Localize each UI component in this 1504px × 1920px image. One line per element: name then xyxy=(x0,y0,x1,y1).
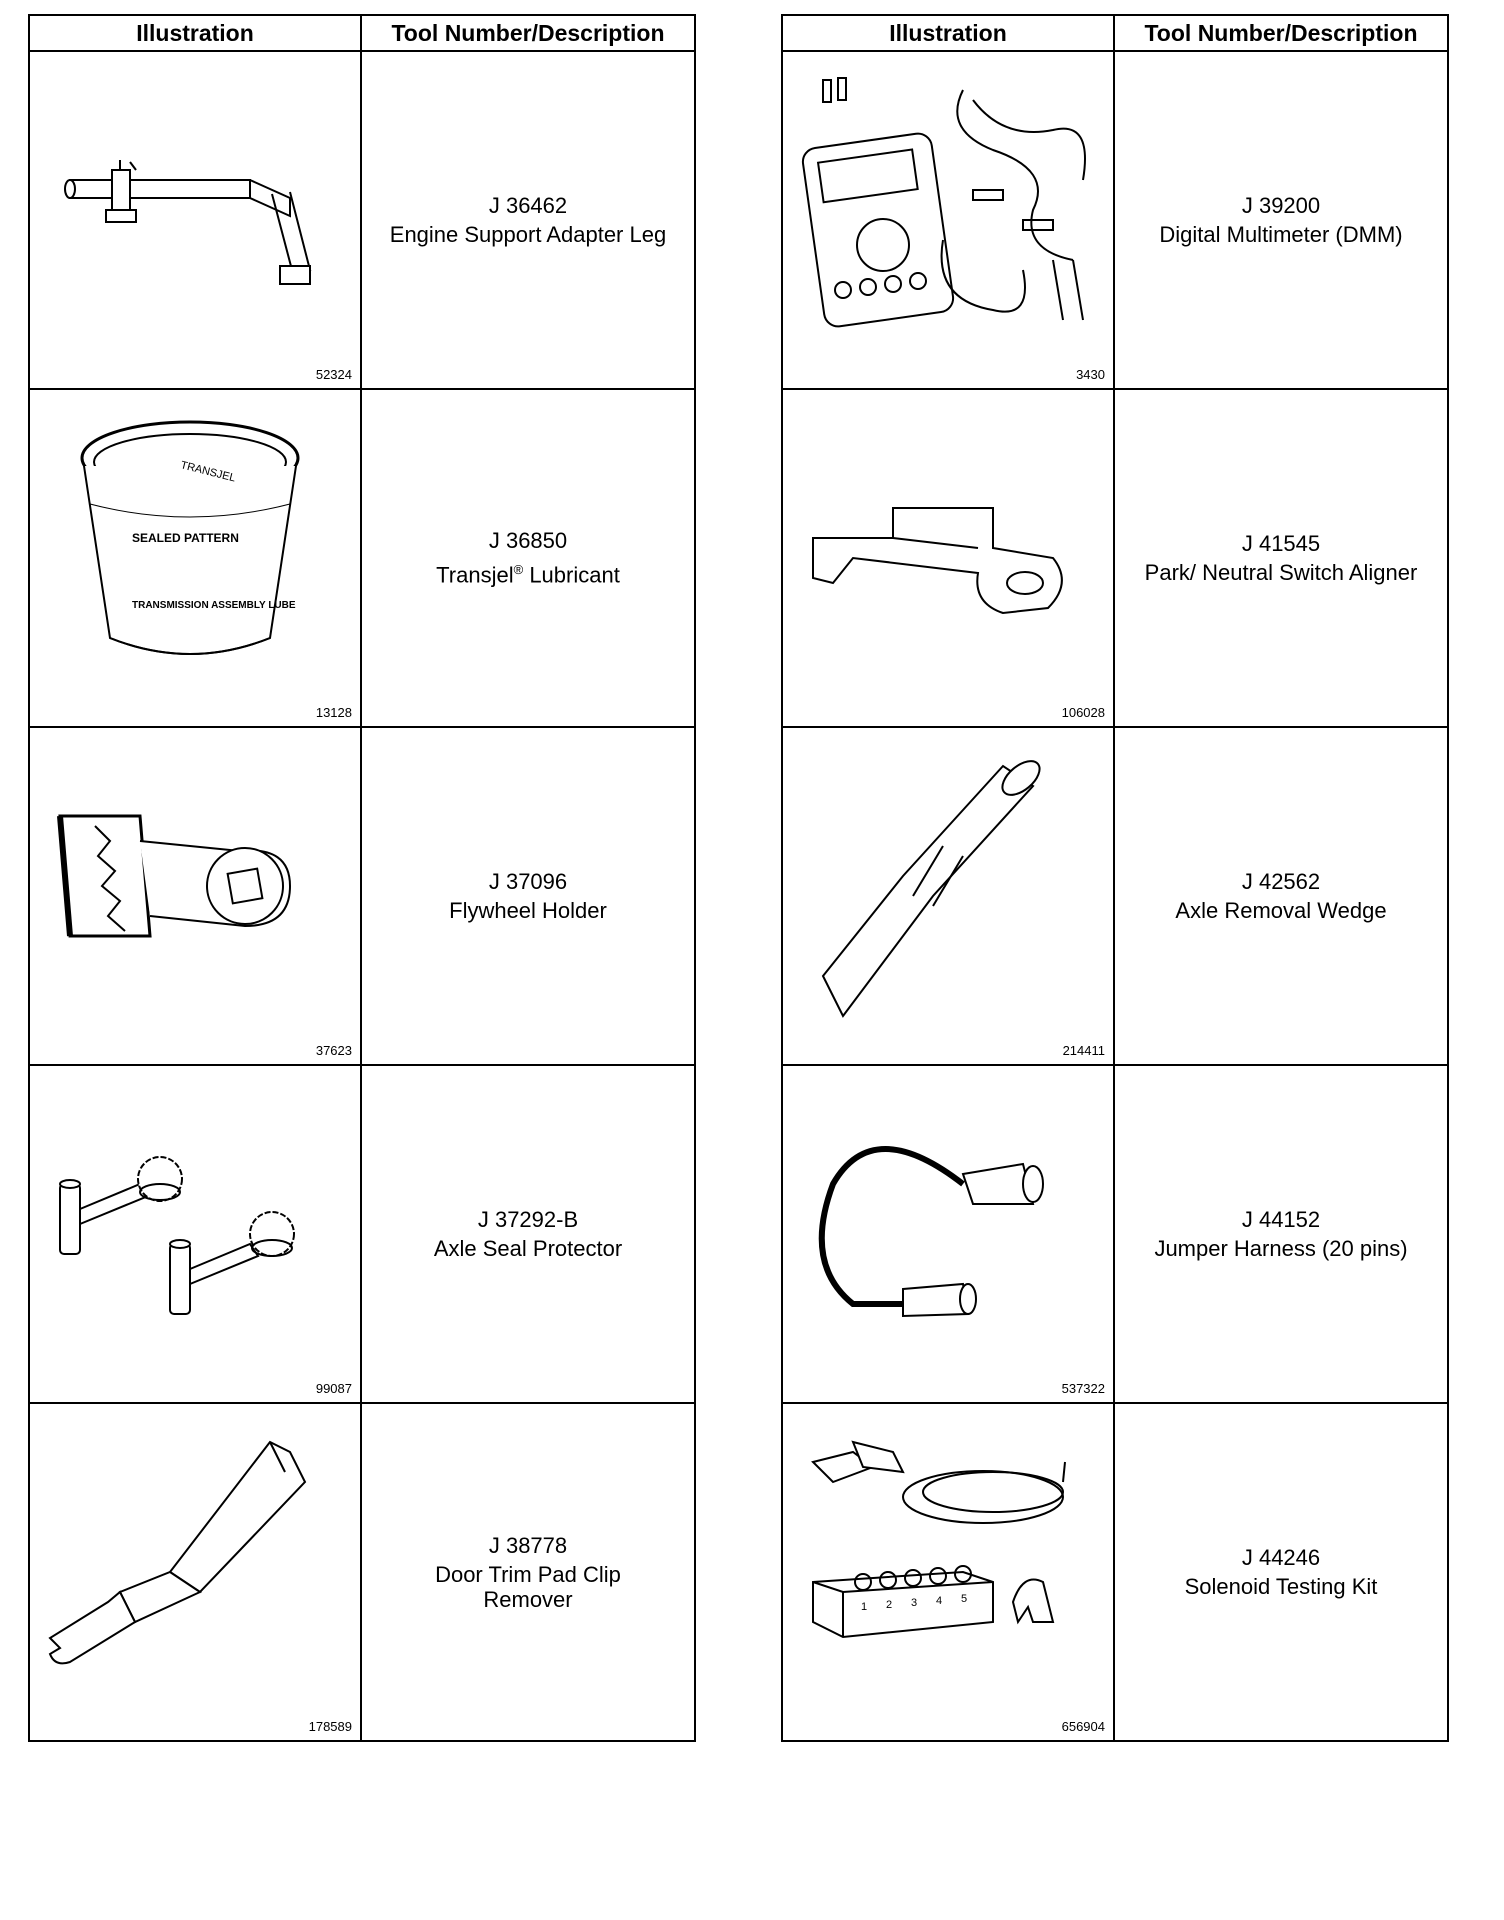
table-row xyxy=(782,51,1448,389)
tool-number: J 37096 xyxy=(488,869,568,894)
illustration-cell xyxy=(782,389,1114,727)
tool-description-line-2: Remover xyxy=(483,1586,573,1612)
illustration-cell xyxy=(29,389,361,727)
figure-number: 214411 xyxy=(1062,1043,1105,1058)
tool-description: Axle Removal Wedge xyxy=(1175,898,1387,923)
description-cell xyxy=(1114,1065,1448,1403)
tool-description: Door Trim Pad Clip xyxy=(435,1561,621,1587)
kit-port-label: 2 xyxy=(886,1599,893,1611)
table-row xyxy=(782,389,1448,727)
tool-description-main: Transjel xyxy=(436,562,514,588)
door-trim-clip-remover-illustration xyxy=(40,1422,350,1712)
figure-number: 13128 xyxy=(315,705,352,720)
kit-port-label: 4 xyxy=(936,1595,943,1607)
tool-table-left xyxy=(28,14,696,1742)
tool-number: J 37292-B xyxy=(477,1207,579,1232)
park-neutral-switch-aligner-illustration xyxy=(793,408,1103,698)
illustration-cell xyxy=(782,1065,1114,1403)
tool-description: Axle Seal Protector xyxy=(433,1236,623,1261)
lubricant-band-text: SEALED PATTERN xyxy=(132,531,239,545)
kit-port-label: 3 xyxy=(911,1597,918,1609)
tool-description: Jumper Harness (20 pins) xyxy=(1154,1236,1408,1261)
flywheel-holder-illustration xyxy=(40,746,350,1036)
illustration-cell xyxy=(29,1403,361,1741)
solenoid-testing-kit-illustration xyxy=(793,1422,1103,1712)
tool-number: J 42562 xyxy=(1241,869,1321,894)
table-row xyxy=(782,727,1448,1065)
figure-number: 656904 xyxy=(1061,1719,1105,1734)
tool-description-end: Lubricant xyxy=(523,562,620,588)
description-cell xyxy=(361,727,695,1065)
lubricant-label-text: TRANSMISSION ASSEMBLY LUBE xyxy=(132,600,296,611)
header-row xyxy=(29,15,695,51)
registered-mark: ® xyxy=(513,562,524,578)
tool-description-header: Tool Number/Description xyxy=(1114,15,1448,51)
table-row xyxy=(782,1403,1448,1741)
tool-number: J 36850 xyxy=(488,528,568,554)
header-row xyxy=(782,15,1448,51)
figure-number: 99087 xyxy=(315,1381,352,1396)
figure-number: 3430 xyxy=(1076,367,1105,382)
description-cell xyxy=(1114,1403,1448,1741)
table-row xyxy=(29,727,695,1065)
description-cell xyxy=(1114,389,1448,727)
figure-number: 52324 xyxy=(315,367,352,382)
illustration-cell xyxy=(782,1403,1114,1741)
illustration-header: Illustration xyxy=(782,15,1114,51)
jumper-harness-illustration xyxy=(793,1084,1103,1374)
lubricant-lid-text: TRANSJEL xyxy=(179,459,237,485)
tool-number: J 36462 xyxy=(488,193,568,218)
tool-number: J 44152 xyxy=(1241,1207,1321,1232)
description-cell xyxy=(361,51,695,389)
figure-number: 106028 xyxy=(1061,705,1105,720)
table-row xyxy=(29,389,695,727)
tool-description: Solenoid Testing Kit xyxy=(1184,1574,1378,1599)
axle-seal-protector-illustration xyxy=(40,1084,350,1374)
description-cell xyxy=(361,1065,695,1403)
illustration-cell xyxy=(29,51,361,389)
kit-port-label: 1 xyxy=(861,1601,868,1613)
axle-removal-wedge-illustration xyxy=(793,746,1103,1036)
tool-description: Flywheel Holder xyxy=(449,898,607,923)
illustration-header: Illustration xyxy=(29,15,361,51)
illustration-cell xyxy=(29,1065,361,1403)
tool-table-right xyxy=(781,14,1449,1742)
digital-multimeter-illustration xyxy=(793,70,1103,360)
description-cell xyxy=(1114,727,1448,1065)
description-cell xyxy=(361,1403,695,1741)
lubricant-tub-illustration xyxy=(40,408,350,698)
table-row xyxy=(29,1065,695,1403)
tool-description: Digital Multimeter (DMM) xyxy=(1159,222,1403,247)
tool-number: J 41545 xyxy=(1241,531,1321,556)
description-cell xyxy=(1114,51,1448,389)
illustration-cell xyxy=(29,727,361,1065)
tool-number: J 38778 xyxy=(488,1532,568,1558)
tool-number: J 44246 xyxy=(1241,1545,1321,1570)
tool-description-header: Tool Number/Description xyxy=(361,15,695,51)
table-row xyxy=(29,1403,695,1741)
figure-number: 178589 xyxy=(308,1719,352,1734)
table-row xyxy=(29,51,695,389)
tool-description: Engine Support Adapter Leg xyxy=(389,222,667,247)
table-row xyxy=(782,1065,1448,1403)
tool-number: J 39200 xyxy=(1241,193,1321,218)
figure-number: 537322 xyxy=(1061,1381,1105,1396)
engine-support-adapter-leg-illustration xyxy=(40,70,350,360)
figure-number: 37623 xyxy=(315,1043,352,1058)
tool-description: Park/ Neutral Switch Aligner xyxy=(1144,560,1418,585)
illustration-cell xyxy=(782,727,1114,1065)
illustration-cell xyxy=(782,51,1114,389)
description-cell xyxy=(361,389,695,727)
tool-description xyxy=(362,557,694,587)
kit-port-label: 5 xyxy=(961,1593,968,1605)
